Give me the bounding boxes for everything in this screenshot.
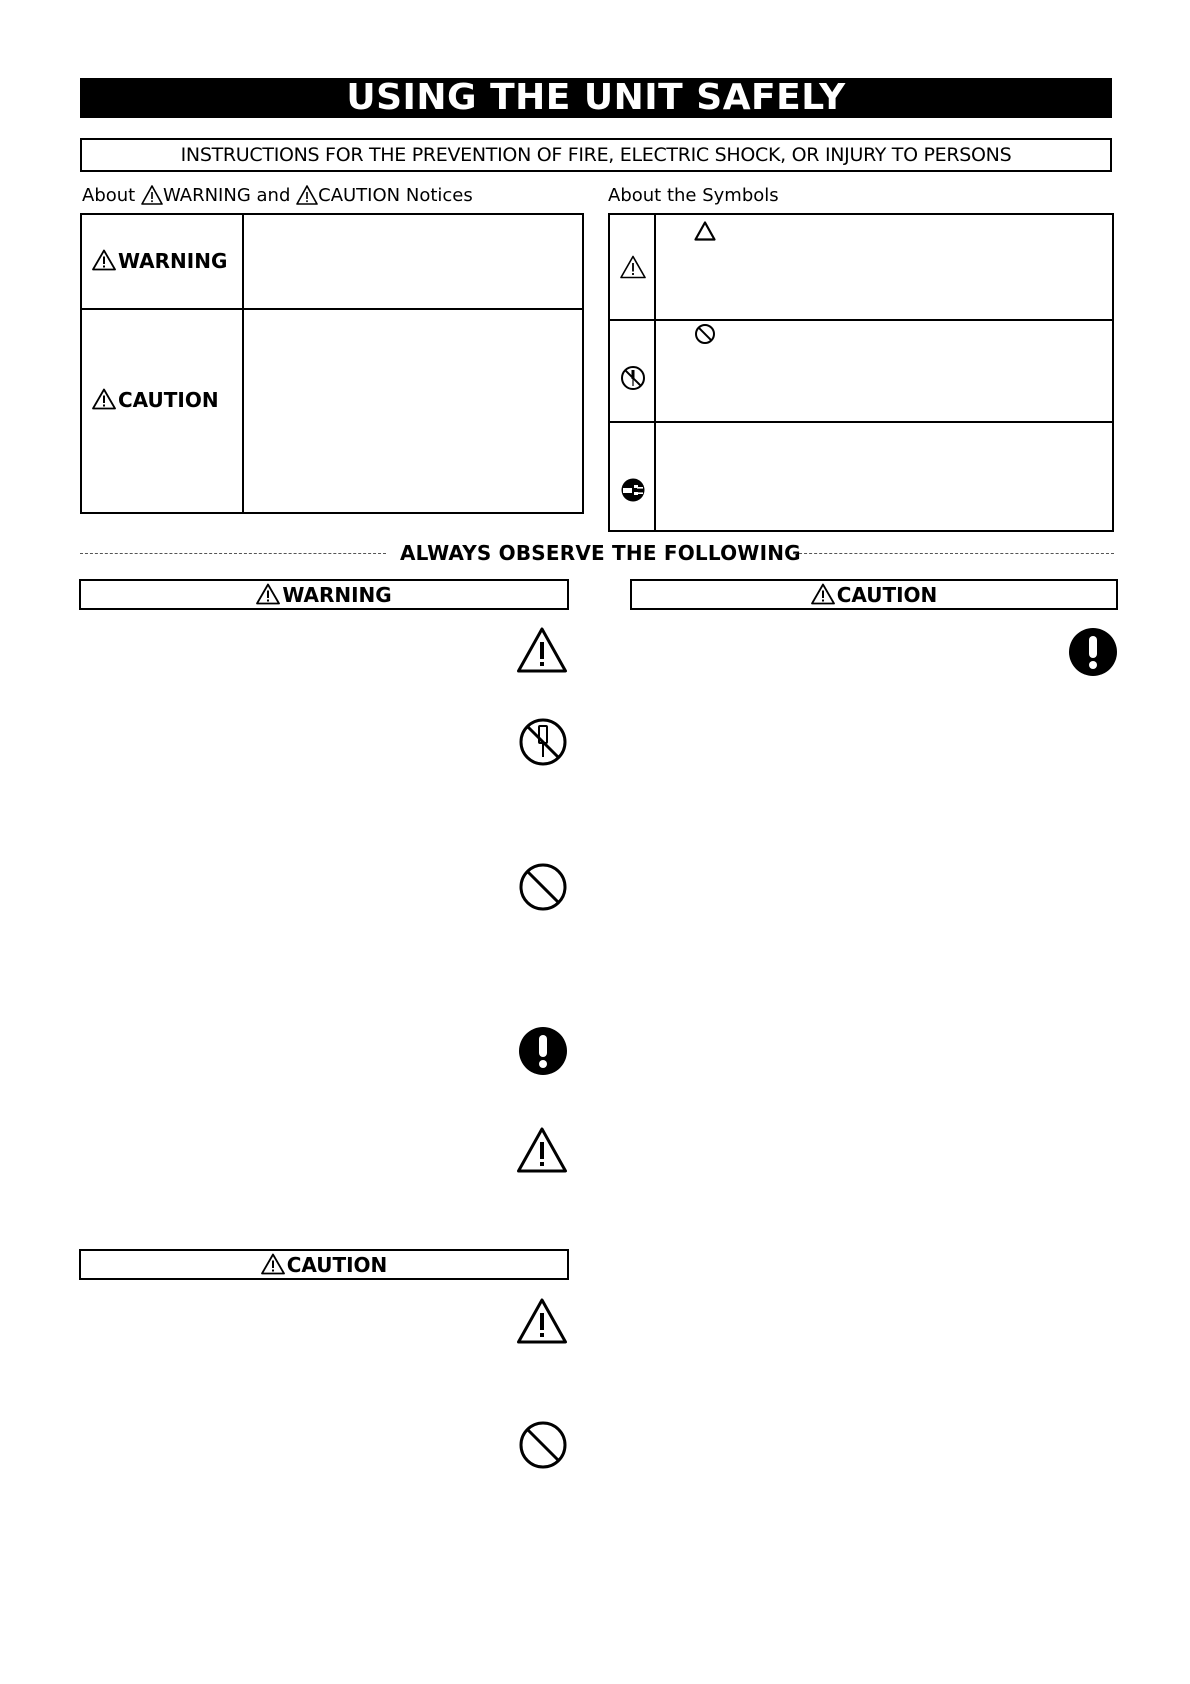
caution-lower-section-header (79, 1249, 569, 1280)
warning-triangle-icon (92, 249, 116, 271)
page-title: USING THE UNIT SAFELY (80, 78, 1112, 118)
table-divider (610, 319, 1112, 321)
caution-triangle-icon (811, 583, 835, 605)
notices-table (80, 213, 584, 514)
divider-right (794, 553, 1114, 554)
warning-triangle-icon (516, 626, 568, 674)
mandatory-icon (1068, 627, 1118, 677)
table-divider (82, 308, 582, 310)
prohibited-icon (518, 1420, 568, 1470)
caution-section-header (630, 579, 1118, 610)
triangle-outline-icon (694, 221, 716, 241)
caution-triangle-icon (261, 1253, 285, 1275)
no-disassemble-icon (620, 365, 646, 391)
notice-warning-label (92, 249, 227, 273)
page-subtitle: INSTRUCTIONS FOR THE PREVENTION OF FIRE, ELECTRIC SHOCK, OR INJURY TO PERSONS (80, 138, 1112, 172)
caution-triangle-icon (92, 388, 116, 410)
notice-caution-text: CAUTION (118, 388, 219, 412)
table-divider (654, 215, 656, 530)
no-disassemble-icon (518, 717, 568, 767)
always-heading: ALWAYS OBSERVE THE FOLLOWING (400, 541, 801, 565)
caution-section-title: CAUTION (836, 583, 938, 607)
notice-warning-text: WARNING (118, 249, 228, 273)
prohibited-icon (694, 323, 716, 345)
notices-heading-warning: WARNING (162, 185, 251, 206)
caution-small-icon (296, 185, 318, 205)
warning-triangle-icon (256, 583, 280, 605)
notices-heading-caution: CAUTION (318, 185, 401, 206)
symbols-heading: About the Symbols (608, 185, 779, 206)
notices-heading-and: and (256, 185, 291, 206)
table-divider (610, 421, 1112, 423)
caution-lower-section-title: CAUTION (286, 1253, 388, 1277)
table-divider (242, 215, 244, 512)
warning-section-title: WARNING (282, 583, 392, 607)
warning-small-icon (141, 185, 163, 205)
warning-triangle-icon (516, 1297, 568, 1345)
warning-triangle-icon (620, 255, 646, 279)
notices-heading-notices: Notices (405, 185, 473, 206)
warning-section-header (79, 579, 569, 610)
symbols-table (608, 213, 1114, 532)
warning-triangle-icon (516, 1126, 568, 1174)
notices-heading (82, 185, 473, 207)
notice-caution-label (92, 388, 219, 412)
mandatory-icon (518, 1026, 568, 1076)
notices-heading-about: About (82, 185, 136, 206)
unplug-icon (620, 477, 646, 503)
divider-left (80, 553, 386, 554)
prohibited-icon (518, 862, 568, 912)
